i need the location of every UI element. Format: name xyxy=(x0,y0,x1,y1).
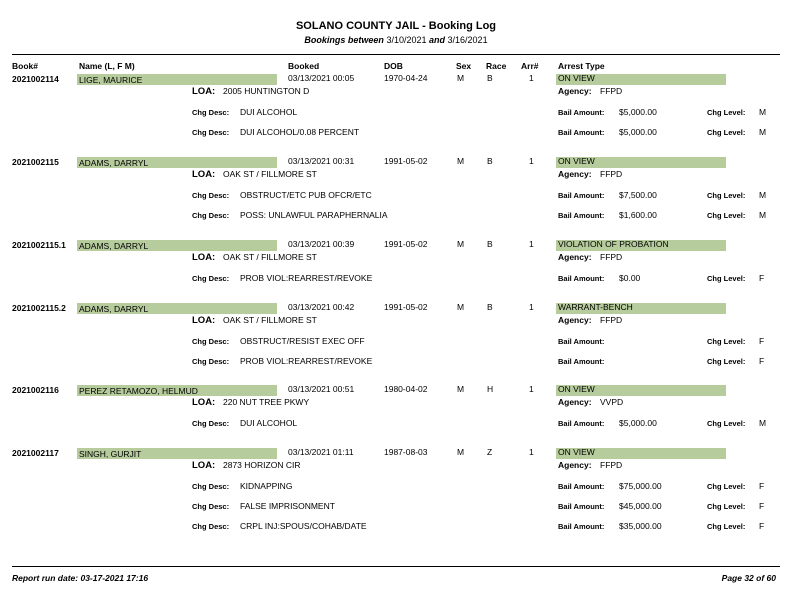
col-header-dob: DOB xyxy=(384,61,403,71)
charge-level: M xyxy=(759,127,767,137)
agency: FFPD xyxy=(600,169,623,179)
bail-amount-label: Bail Amount: xyxy=(558,108,605,117)
booking-number: 2021002117 xyxy=(12,448,59,458)
sex: M xyxy=(457,239,465,249)
location-of-arrest: 220 NUT TREE PKWY xyxy=(223,397,310,407)
charge-level: F xyxy=(759,501,765,511)
loa-label: LOA: xyxy=(192,460,216,471)
bail-amount: $5,000.00 xyxy=(619,127,657,137)
col-header-sex: Sex xyxy=(456,61,472,71)
charge-description: FALSE IMPRISONMENT xyxy=(240,501,335,511)
booking-record xyxy=(0,302,792,382)
charge-desc-label: Chg Desc: xyxy=(192,108,230,117)
bail-amount: $7,500.00 xyxy=(619,190,657,200)
col-header-arr: Arr# xyxy=(521,61,539,71)
charge-description: PROB VIOL:REARREST/REVOKE xyxy=(240,356,373,366)
booking-record xyxy=(0,156,792,236)
sex: M xyxy=(457,384,465,394)
bail-amount-label: Bail Amount: xyxy=(558,211,605,220)
booking-number: 2021002115.1 xyxy=(12,240,66,250)
charge-level-label: Chg Level: xyxy=(707,108,746,117)
arrest-number: 1 xyxy=(529,239,534,249)
charge-level-label: Chg Level: xyxy=(707,274,746,283)
end-date: 3/16/2021 xyxy=(447,35,488,45)
charge-level-label: Chg Level: xyxy=(707,522,746,531)
charge-description: OBSTRUCT/ETC PUB OFCR/ETC xyxy=(240,190,372,200)
arrest-number: 1 xyxy=(529,384,534,394)
bail-amount: $5,000.00 xyxy=(619,107,657,117)
col-header-name: Name (L, F M) xyxy=(79,61,135,71)
charge-description: OBSTRUCT/RESIST EXEC OFF xyxy=(240,336,365,346)
location-of-arrest: 2873 HORIZON CIR xyxy=(223,460,301,470)
charge-level: F xyxy=(759,521,765,531)
booked-datetime: 03/13/2021 00:39 xyxy=(288,239,355,249)
loa-label: LOA: xyxy=(192,86,216,97)
agency: FFPD xyxy=(600,86,623,96)
bail-amount-label: Bail Amount: xyxy=(558,522,605,531)
agency: FFPD xyxy=(600,315,623,325)
charge-level-label: Chg Level: xyxy=(707,211,746,220)
agency-label: Agency: xyxy=(558,397,592,407)
bail-amount: $0.00 xyxy=(619,273,641,283)
report-title: SOLANO COUNTY JAIL - Booking Log xyxy=(295,20,497,32)
arrest-type: ON VIEW xyxy=(558,73,595,83)
arrest-number: 1 xyxy=(529,73,534,83)
charge-description: CRPL INJ:SPOUS/COHAB/DATE xyxy=(240,521,367,531)
booking-number: 2021002115.2 xyxy=(12,303,66,313)
booking-number: 2021002116 xyxy=(12,385,59,395)
arrest-type: VIOLATION OF PROBATION xyxy=(558,239,669,249)
charge-level: M xyxy=(759,210,767,220)
sex: M xyxy=(457,302,465,312)
charge-level: M xyxy=(759,190,767,200)
col-header-booked: Booked xyxy=(288,61,320,71)
arrest-number: 1 xyxy=(529,302,534,312)
inmate-name: LIGE, MAURICE xyxy=(79,75,143,85)
booking-number: 2021002114 xyxy=(12,74,59,84)
booked-datetime: 03/13/2021 00:42 xyxy=(288,302,355,312)
race: B xyxy=(487,73,493,83)
arrest-number: 1 xyxy=(529,447,534,457)
bail-amount-label: Bail Amount: xyxy=(558,191,605,200)
bail-amount: $45,000.00 xyxy=(619,501,662,511)
date-of-birth: 1980-04-02 xyxy=(384,384,428,394)
agency-label: Agency: xyxy=(558,252,592,262)
agency: FFPD xyxy=(600,252,623,262)
race: H xyxy=(487,384,494,394)
subtitle-prefix: Bookings between xyxy=(304,35,384,45)
start-date: 3/10/2021 xyxy=(386,35,427,45)
charge-desc-label: Chg Desc: xyxy=(192,522,230,531)
bail-amount-label: Bail Amount: xyxy=(558,128,605,137)
date-of-birth: 1991-05-02 xyxy=(384,156,428,166)
booking-record xyxy=(0,73,792,153)
sex: M xyxy=(457,156,465,166)
bail-amount-label: Bail Amount: xyxy=(558,419,605,428)
booking-number: 2021002115 xyxy=(12,157,59,167)
header-rule xyxy=(12,54,780,55)
charge-level-label: Chg Level: xyxy=(707,191,746,200)
charge-description: DUI ALCOHOL/0.08 PERCENT xyxy=(240,127,360,137)
arrest-type: ON VIEW xyxy=(558,156,595,166)
date-of-birth: 1970-04-24 xyxy=(384,73,428,83)
arrest-type: ON VIEW xyxy=(558,447,595,457)
charge-level: M xyxy=(759,418,767,428)
charge-description: DUI ALCOHOL xyxy=(240,107,298,117)
charge-level: F xyxy=(759,481,765,491)
charge-desc-label: Chg Desc: xyxy=(192,357,230,366)
sex: M xyxy=(457,447,465,457)
report-run-date: Report run date: 03-17-2021 17:16 xyxy=(12,573,149,583)
charge-description: KIDNAPPING xyxy=(240,481,293,491)
bail-amount: $35,000.00 xyxy=(619,521,662,531)
charge-level-label: Chg Level: xyxy=(707,128,746,137)
bail-amount: $75,000.00 xyxy=(619,481,662,491)
page-number: Page 32 of 60 xyxy=(721,573,776,583)
arrest-type: WARRANT-BENCH xyxy=(558,302,633,312)
booked-datetime: 03/13/2021 00:31 xyxy=(288,156,355,166)
col-header-arrest-type: Arrest Type xyxy=(558,61,605,71)
charge-desc-label: Chg Desc: xyxy=(192,502,230,511)
charge-level-label: Chg Level: xyxy=(707,482,746,491)
date-of-birth: 1987-08-03 xyxy=(384,447,428,457)
agency: VVPD xyxy=(600,397,624,407)
col-header-race: Race xyxy=(486,61,507,71)
location-of-arrest: OAK ST / FILLMORE ST xyxy=(223,169,317,179)
charge-level-label: Chg Level: xyxy=(707,337,746,346)
charge-level-label: Chg Level: xyxy=(707,419,746,428)
loa-label: LOA: xyxy=(192,252,216,263)
charge-description: POSS: UNLAWFUL PARAPHERNALIA xyxy=(240,210,388,220)
inmate-name: ADAMS, DARRYL xyxy=(79,158,149,168)
bail-amount-label: Bail Amount: xyxy=(558,357,605,366)
agency-label: Agency: xyxy=(558,86,592,96)
agency: FFPD xyxy=(600,460,623,470)
charge-level: F xyxy=(759,336,765,346)
charge-level-label: Chg Level: xyxy=(707,357,746,366)
bail-amount: $5,000.00 xyxy=(619,418,657,428)
booked-datetime: 03/13/2021 00:05 xyxy=(288,73,355,83)
bail-amount-label: Bail Amount: xyxy=(558,502,605,511)
charge-description: PROB VIOL:REARREST/REVOKE xyxy=(240,273,373,283)
date-of-birth: 1991-05-02 xyxy=(384,239,428,249)
charge-desc-label: Chg Desc: xyxy=(192,191,230,200)
charge-desc-label: Chg Desc: xyxy=(192,482,230,491)
charge-desc-label: Chg Desc: xyxy=(192,274,230,283)
location-of-arrest: OAK ST / FILLMORE ST xyxy=(223,252,317,262)
bail-amount: $1,600.00 xyxy=(619,210,657,220)
booked-datetime: 03/13/2021 00:51 xyxy=(288,384,355,394)
charge-level: F xyxy=(759,356,765,366)
booking-record xyxy=(0,447,792,531)
charge-level: M xyxy=(759,107,767,117)
bail-amount-label: Bail Amount: xyxy=(558,337,605,346)
date-of-birth: 1991-05-02 xyxy=(384,302,428,312)
agency-label: Agency: xyxy=(558,460,592,470)
bail-amount-label: Bail Amount: xyxy=(558,274,605,283)
race: B xyxy=(487,302,493,312)
inmate-name: PEREZ RETAMOZO, HELMUD xyxy=(79,386,198,396)
charge-level: F xyxy=(759,273,765,283)
inmate-name: ADAMS, DARRYL xyxy=(79,241,149,251)
inmate-name: ADAMS, DARRYL xyxy=(79,304,149,314)
sex: M xyxy=(457,73,465,83)
col-header-book: Book# xyxy=(12,61,38,71)
subtitle-and: and xyxy=(429,35,446,45)
charge-level-label: Chg Level: xyxy=(707,502,746,511)
charge-description: DUI ALCOHOL xyxy=(240,418,298,428)
charge-desc-label: Chg Desc: xyxy=(192,419,230,428)
charge-desc-label: Chg Desc: xyxy=(192,211,230,220)
race: B xyxy=(487,239,493,249)
charge-desc-label: Chg Desc: xyxy=(192,128,230,137)
loa-label: LOA: xyxy=(192,169,216,180)
loa-label: LOA: xyxy=(192,315,216,326)
arrest-number: 1 xyxy=(529,156,534,166)
inmate-name: SINGH, GURJIT xyxy=(79,449,142,459)
agency-label: Agency: xyxy=(558,169,592,179)
location-of-arrest: OAK ST / FILLMORE ST xyxy=(223,315,317,325)
race: Z xyxy=(487,447,493,457)
booked-datetime: 03/13/2021 01:11 xyxy=(288,447,354,457)
report-subtitle xyxy=(0,35,792,45)
bail-amount-label: Bail Amount: xyxy=(558,482,605,491)
charge-desc-label: Chg Desc: xyxy=(192,337,230,346)
loa-label: LOA: xyxy=(192,397,216,408)
footer-rule xyxy=(12,566,780,567)
race: B xyxy=(487,156,493,166)
agency-label: Agency: xyxy=(558,315,592,325)
arrest-type: ON VIEW xyxy=(558,384,595,394)
location-of-arrest: 2005 HUNTINGTON D xyxy=(223,86,310,96)
